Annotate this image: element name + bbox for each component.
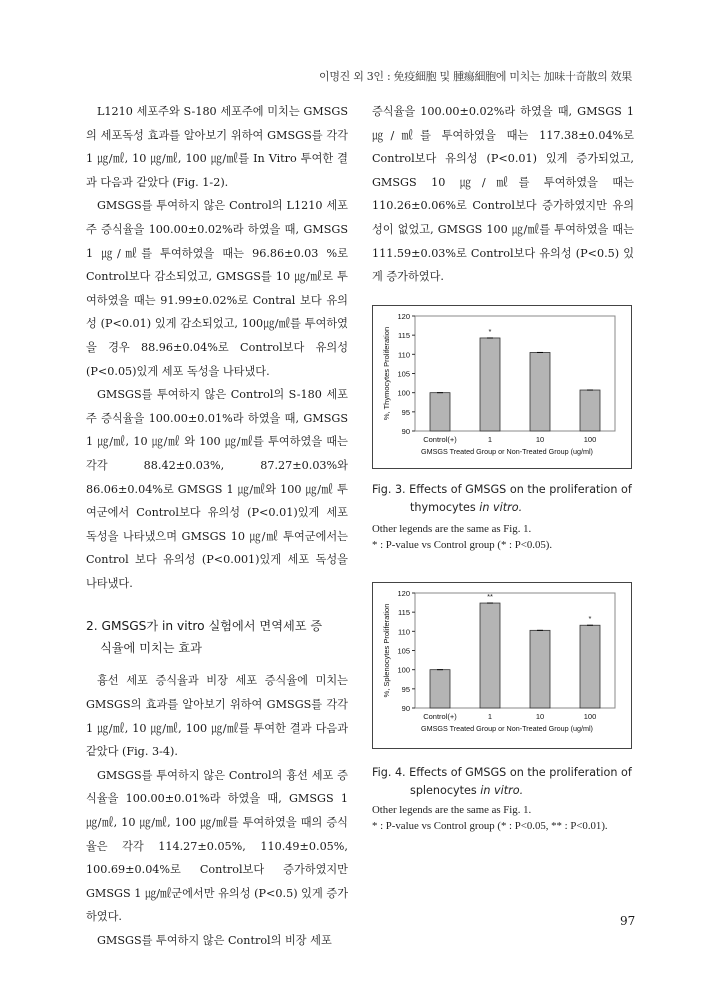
note-line: Other legends are the same as Fig. 1. bbox=[372, 523, 532, 535]
x-tick-label: Control(+) bbox=[423, 435, 457, 444]
paragraph: 흉선 세포 증식율과 비장 세포 증식율에 미치는 GMSGS의 효과를 알아보기 위하여 GMSGS를 각각 1 ㎍/㎖, 10 ㎍/㎖, 100 ㎍/㎖를 투여한 결과 다음과 같았다 (Fig. 3-4). bbox=[86, 674, 348, 759]
section-title-line1: 2. GMSGS가 in vitro 실험에서 면역세포 증 bbox=[86, 619, 323, 634]
x-tick-label: Control(+) bbox=[423, 712, 457, 721]
x-tick-label: 1 bbox=[487, 712, 493, 721]
caption-line bbox=[372, 782, 634, 800]
figure-4-note bbox=[372, 802, 634, 834]
figure-4-caption bbox=[372, 764, 634, 800]
paragraph: GMSGS를 투여하지 않은 Control의 흉선 세포 증식율을 100.00±0.01%라 하였을 때, GMSGS 1 ㎍/㎖, 10 ㎍/㎖, 100 ㎍/㎖를 투여하였을 때의 증식율은 각각 114.27±0.05%, 110.49±0.05%, 100.69±0.04%로 Control보다 증가하였지만 GMSGS 1 ㎍/㎖군에서만 유의성 (P<0.5) 있게 증가하였다. bbox=[86, 768, 348, 924]
y-tick-label: 120 bbox=[397, 312, 410, 321]
significance-mark: * bbox=[488, 326, 492, 336]
paragraph: L1210 세포주와 S-180 세포주에 미치는 GMSGS의 세포독성 효과를 알아보기 위하여 GMSGS를 각각 1 ㎍/㎖, 10 ㎍/㎖, 100 ㎍/㎖를 In Vitro 투여한 결과 다음과 같았다 (Fig. 1-2). bbox=[86, 105, 348, 189]
y-tick-label: 120 bbox=[397, 589, 410, 598]
x-tick-label: 10 bbox=[535, 435, 545, 444]
right-column bbox=[372, 100, 634, 289]
note-line: * : P-value vs Control group (* : P<0.05). bbox=[372, 539, 553, 551]
running-header: 이명진 외 3인 : 免疫細胞 및 腫瘍細胞에 미치는 加味十奇散의 效果 bbox=[319, 70, 632, 83]
y-tick-label: 95 bbox=[401, 407, 410, 417]
y-tick-label: 95 bbox=[401, 684, 410, 694]
y-axis-label: %, Thymocytes Proliferation bbox=[382, 326, 391, 421]
note-line: Other legends are the same as Fig. 1. bbox=[372, 804, 532, 816]
paragraph: GMSGS를 투여하지 않은 Control의 L1210 세포주 증식율을 100.00±0.02%라 하였을 때, GMSGS 1 ㎍/㎖를 투여하였을 때는 96.86±0.03 %로 Control보다 감소되었고, GMSGS를 10 ㎍/㎖로 투여하였을 때는 91.99±0.02%로 Contral 보다 유의성 (P<0.01) 있게 감소되었고, 100㎍/㎖를 투여하였을 경우 88.96±0.04%로 Control보다 유의성 (P<0.05)있게 세포 독성을 나타냈다. bbox=[86, 199, 348, 378]
bar bbox=[480, 603, 500, 708]
y-tick-label: 115 bbox=[398, 331, 410, 341]
x-tick-label: 100 bbox=[583, 435, 597, 444]
x-tick-label: 100 bbox=[583, 712, 597, 721]
y-tick-label: 90 bbox=[401, 704, 410, 713]
bar bbox=[430, 393, 450, 431]
figure-3-box bbox=[372, 305, 632, 469]
figure-4-box bbox=[372, 582, 632, 749]
y-tick-label: 110 bbox=[398, 350, 410, 360]
caption-text: thymocytes bbox=[410, 501, 480, 514]
x-axis-label: GMSGS Treated Group or Non-Treated Group (ug/ml) bbox=[421, 724, 593, 733]
paragraph: 증식율을 100.00±0.02%라 하였을 때, GMSGS 1 ㎍/㎖를 투여하였을 때는 117.38±0.04%로 Control보다 유의성 (P<0.01) 있게 증가되었고, GMSGS 10 ㎍/㎖를 투여하였을 때는 110.26±0.06%로 Control보다 증가하였지만 유의성이 없었고, GMSGS 100 ㎍/㎖를 투여하였을 때는 111.59±0.03%로 Control보다 유의성 (P<0.5) 있게 증가하였다. bbox=[372, 105, 634, 284]
left-column bbox=[86, 100, 348, 953]
figure-3-caption bbox=[372, 481, 634, 517]
bar bbox=[480, 338, 500, 431]
section-title-line2: 식율에 미치는 효과 bbox=[100, 641, 202, 656]
bar bbox=[580, 625, 600, 708]
bar bbox=[530, 352, 550, 431]
y-axis-label: %, Splenocytes Proliferation bbox=[382, 603, 391, 698]
y-tick-label: 105 bbox=[397, 646, 410, 656]
figure-4-chart bbox=[373, 583, 631, 748]
x-tick-label: 10 bbox=[535, 712, 545, 721]
caption-line: Fig. 4. Effects of GMSGS on the proliferation of bbox=[372, 766, 632, 779]
x-tick-label: 1 bbox=[487, 435, 493, 444]
y-tick-label: 110 bbox=[398, 627, 410, 637]
caption-italic: in vitro. bbox=[479, 501, 523, 514]
caption-italic: in vitro. bbox=[480, 784, 524, 797]
bar bbox=[530, 630, 550, 708]
bar bbox=[580, 390, 600, 431]
figure-3-note bbox=[372, 521, 634, 553]
page-number: 97 bbox=[620, 914, 636, 928]
caption-line: Fig. 3. Effects of GMSGS on the proliferation of bbox=[372, 483, 632, 496]
significance-mark: * bbox=[588, 614, 592, 624]
y-tick-label: 90 bbox=[401, 427, 410, 436]
y-tick-label: 100 bbox=[397, 665, 410, 675]
paragraph: GMSGS를 투여하지 않은 Control의 비장 세포 bbox=[97, 934, 332, 947]
caption-text: splenocytes bbox=[410, 784, 481, 797]
caption-line bbox=[372, 499, 634, 517]
y-tick-label: 115 bbox=[398, 608, 410, 618]
bar bbox=[430, 670, 450, 708]
section-title bbox=[86, 615, 348, 659]
significance-mark: ** bbox=[487, 592, 493, 602]
y-tick-label: 105 bbox=[397, 369, 410, 379]
y-tick-label: 100 bbox=[397, 388, 410, 398]
figure-3-chart bbox=[373, 306, 631, 468]
x-axis-label: GMSGS Treated Group or Non-Treated Group (ug/ml) bbox=[421, 447, 593, 456]
paragraph: GMSGS를 투여하지 않은 Control의 S-180 세포주 증식율을 100.00±0.01%라 하였을 때, GMSGS 1 ㎍/㎖, 10 ㎍/㎖ 와 100 ㎍/㎖를 투여하였을 때는 각각 88.42±0.03%, 87.27±0.03%와 86.06±0.04%로 GMSGS 1 ㎍/㎖와 100 ㎍/㎖ 투여군에서 Control보다 유의성 (P<0.01)있게 세포 독성을 나타냈으며 GMSGS 10 ㎍/㎖ 투여군에서는 Control 보다 유의성 (P<0.001)있게 세포 독성을 나타냈다. bbox=[86, 388, 348, 590]
note-line: * : P-value vs Control group (* : P<0.05, ** : P<0.01). bbox=[372, 820, 608, 832]
